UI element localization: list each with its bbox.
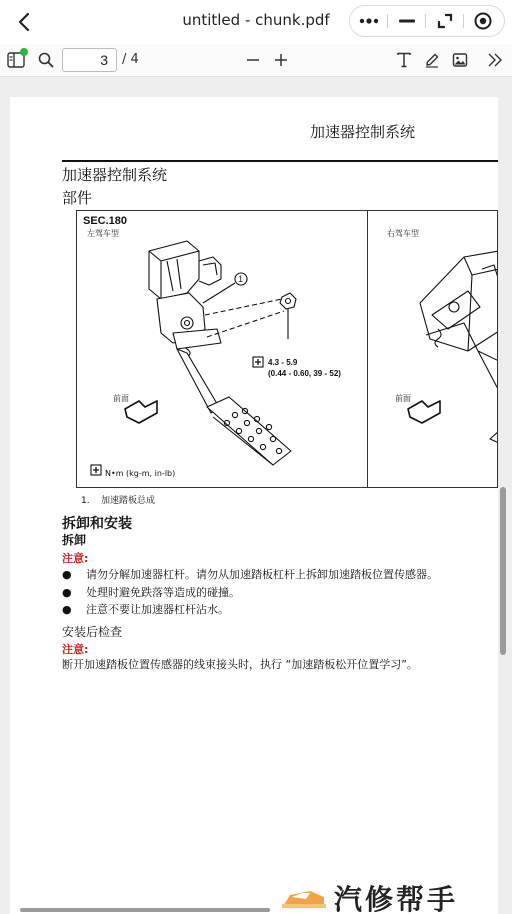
removal-installation-heading: 拆卸和安装 xyxy=(62,516,132,532)
vertical-scrollbar[interactable] xyxy=(500,487,506,655)
search-button[interactable] xyxy=(35,49,57,71)
pdf-toolbar xyxy=(0,44,512,77)
top-bar xyxy=(0,0,512,44)
page-heading: 加速器控制系统 xyxy=(62,166,168,184)
torque-legend: N•m (kg-m, in-lb) xyxy=(105,469,176,478)
front-label-right: 前面 xyxy=(395,394,411,403)
text-icon xyxy=(396,52,412,68)
search-icon xyxy=(38,52,54,68)
more-options-button[interactable] xyxy=(350,6,387,36)
target-icon xyxy=(474,12,492,30)
close-target-button[interactable] xyxy=(464,6,501,36)
minimize-button[interactable] xyxy=(388,6,425,36)
list-item: ● 请勿分解加速器杠杆。请勿从加速踏板杠杆上拆卸加速踏板位置传感器。 xyxy=(62,568,438,581)
back-button[interactable] xyxy=(10,8,38,36)
page-number-input[interactable] xyxy=(62,48,117,72)
more-tools-button[interactable] xyxy=(484,49,506,71)
post-install-check-heading: 安装后检查 xyxy=(62,625,123,639)
watermark-logo xyxy=(280,879,510,914)
learning-instruction: 断开加速踏板位置传感器的线束接头时，执行 “加速踏板松开位置学习”。 xyxy=(62,658,418,671)
front-label-left: 前面 xyxy=(113,394,129,403)
status-dot xyxy=(20,48,28,56)
section-header: 加速器控制系统 xyxy=(310,123,416,141)
torque-spec: 4.3 - 5.9 (0.44 - 0.60, 39 - 52) xyxy=(268,358,341,378)
caution-label-2: 注意: xyxy=(62,643,89,656)
rhd-caption: 右驾车型 xyxy=(387,229,419,238)
pedal-diagram xyxy=(76,210,498,488)
horizontal-scrollbar[interactable] xyxy=(20,908,270,912)
plus-icon xyxy=(274,53,288,67)
window-controls xyxy=(349,5,505,37)
float-window-button[interactable] xyxy=(426,6,463,36)
chevron-left-icon xyxy=(17,12,31,32)
zoom-out-button[interactable] xyxy=(242,49,264,71)
list-item: ● 处理时避免跌落等造成的碰撞。 xyxy=(62,586,240,599)
components-heading: 部件 xyxy=(62,189,93,207)
more-dots-icon xyxy=(359,17,379,25)
pedal-drawing-right xyxy=(368,211,498,488)
draw-tool-button[interactable] xyxy=(421,49,443,71)
text-tool-button[interactable] xyxy=(393,49,415,71)
image-icon xyxy=(452,52,468,68)
float-window-icon xyxy=(437,13,453,29)
figure-caption: 1. 加速踏板总成 xyxy=(81,496,156,506)
minus-icon xyxy=(246,53,260,67)
page-total: / 4 xyxy=(122,52,139,67)
pen-icon xyxy=(424,52,440,68)
header-rule xyxy=(62,160,498,162)
list-item: ● 注意不要让加速器杠杆沾水。 xyxy=(62,603,229,616)
double-chevron-right-icon xyxy=(487,53,503,67)
lhd-caption: 左驾车型 xyxy=(87,229,119,238)
caution-label: 注意: xyxy=(62,552,89,565)
image-tool-button[interactable] xyxy=(449,49,471,71)
car-logo-icon xyxy=(280,883,328,913)
callout-number: 1 xyxy=(238,274,244,284)
pdf-page xyxy=(10,97,498,914)
watermark-text: 汽修帮手 xyxy=(334,883,459,914)
legend-torque-icon xyxy=(91,465,101,475)
pedal-drawing-left xyxy=(77,211,367,488)
torque-icon xyxy=(253,357,263,367)
minimize-icon xyxy=(399,19,415,23)
pdf-viewer[interactable] xyxy=(0,77,512,914)
sec-label: SEC.180 xyxy=(83,215,128,227)
zoom-in-button[interactable] xyxy=(270,49,292,71)
removal-subheading: 拆卸 xyxy=(62,533,87,547)
document-title: untitled - chunk.pdf xyxy=(182,11,330,29)
